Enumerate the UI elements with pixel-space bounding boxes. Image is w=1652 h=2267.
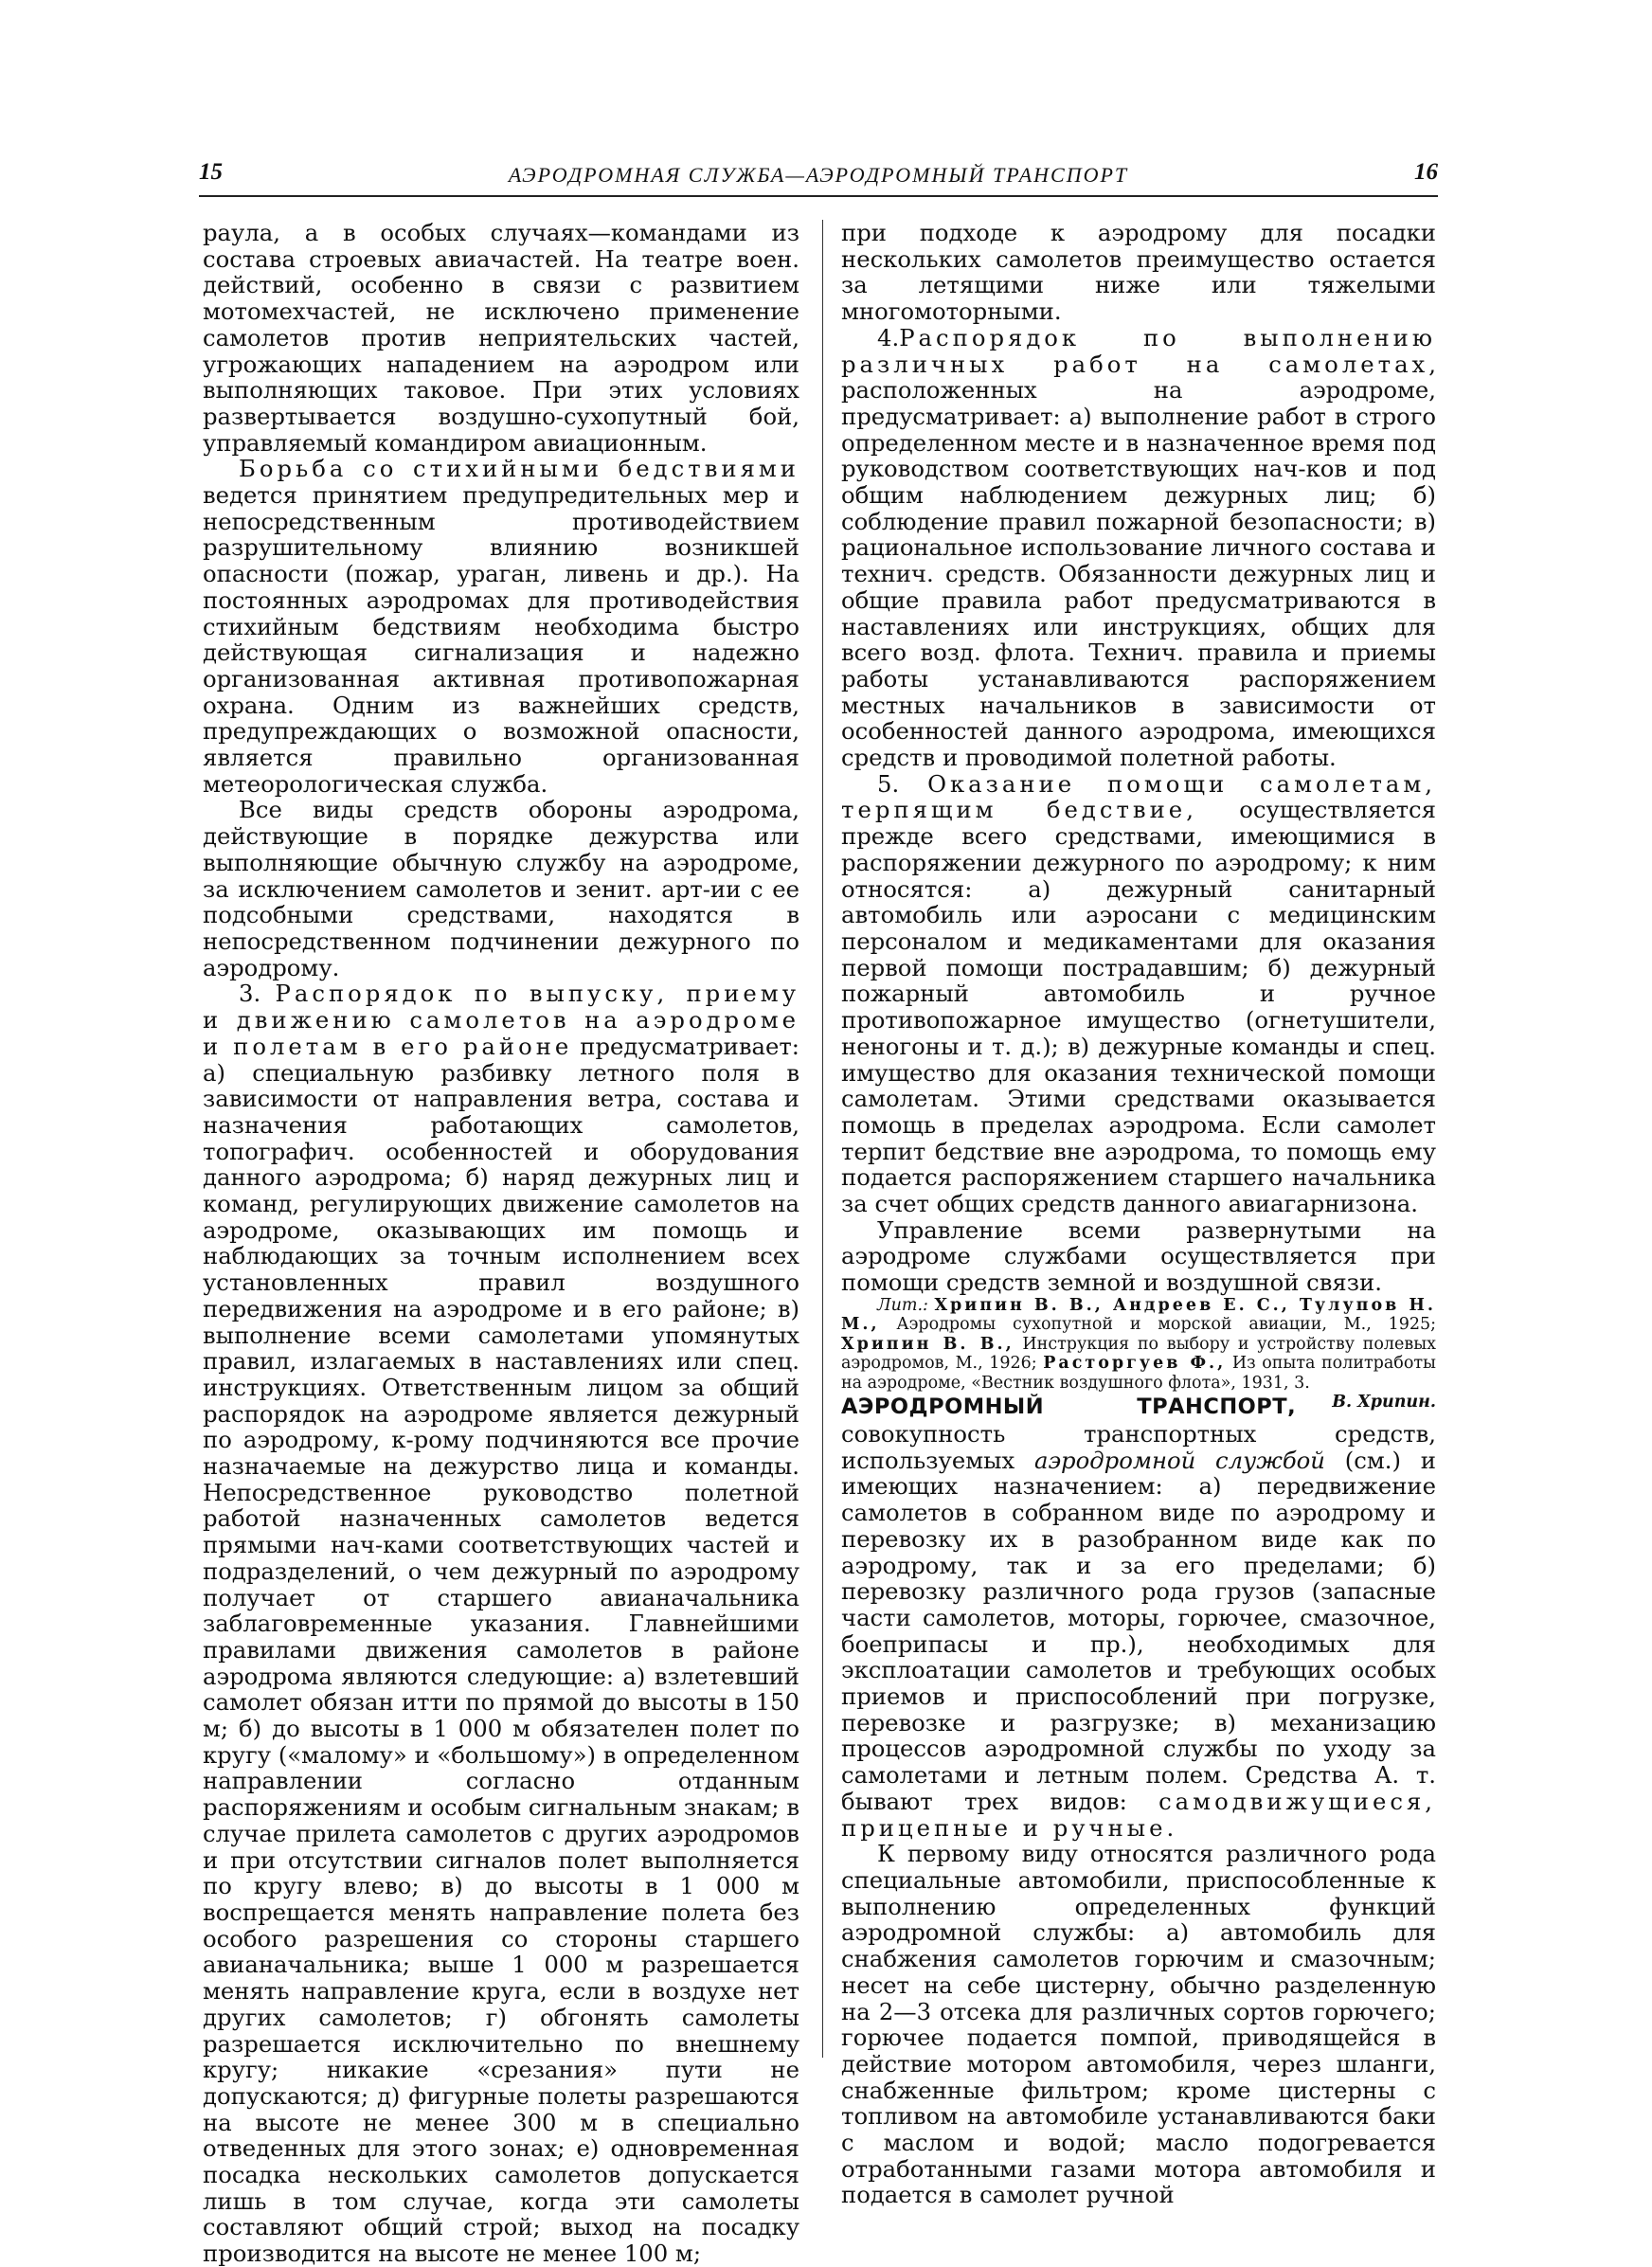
running-title: АЭРОДРОМНАЯ СЛУЖБА—АЭРОДРОМНЫЙ ТРАНСПОРТ	[508, 163, 1129, 187]
left-paragraph-4: 3. Распорядок по выпуску, приему и движению самолетов на аэродроме и полетам в его районе предусматривает: а) специальную разбивку летного поля в зависимости от направления ветра, состава и назначения работающих самолетов, топографич. особенностей и оборудования данного аэродрома; б) наряд дежурных лиц и команд, регулирующих движение самолетов на аэродроме, оказывающих им помощь и наблюдающих за точным исполнением всех установленных правил воздушного передвижения на аэродроме и в его районе; в) выполнение всеми самолетами упомянутых правил, излагаемых в наставлениях или спец. инструкциях. Ответственным лицом за общий распорядок на аэродроме является дежурный по аэродрому, к-рому подчиняются все прочие назначаемые на дежурство лица и команды. Непосредственное руководство полетной работой назначенных самолетов ведется прямыми нач-ками соответствующих частей и подразделений, о чем дежурный по аэродрому получает от старшего авианачальника заблаговременные указания. Главнейшими правилами движения самолетов в районе аэродрома являются следующие: а) взлетевший самолет обязан итти по прямой до высоты в 150 м; б) до высоты в 1 000 м обязателен полет по кругу («малому» и «большому») в определенном направлении согласно отданным распоряжениям и особым сигнальным знакам; в случае прилета самолетов с других аэродромов и при отсутствии сигналов полет выполняется по кругу влево; в) до высоты в 1 000 м воспрещается менять направление полета без особого разрешения со стороны старшего авианачальника; выше 1 000 м разрешается менять направление круга, если в воздухе нет других самолетов; г) обгонять самолеты разрешается исключительно по внешнему кругу; никакие «срезания» пути не допускаются; д) фигурные полеты разрешаются на высоте не менее 300 м в специально отведенных для этого зонах; е) одновременная посадка нескольких самолетов допускается лишь в том случае, когда эти самолеты составляют общий строй; выход на посадку производится на высоте не менее 100 м;	[203, 980, 799, 2267]
right-paragraph-3: 5. Оказание помощи самолетам, терпящим бедствие, осуществляется прежде всего средствами, имеющимися в распоряжении дежурного по аэродрому; к ним относятся: а) дежурный санитарный автомобиль или аэросани с медицинским персоналом и медикаментами для оказания первой помощи пострадавшим; б) дежурный пожарный автомобиль и ручное противопожарное имущество (огнетушители, неногоны и т. д.); в) дежурные команды и спец. имущество для оказания технической помощи самолетам. Этими средствами оказывается помощь в пределах аэродрома. Если самолет терпит бедствие вне аэродрома, то помощь ему подается распоряжением старшего начальника за счет общих средств данного авиагарнизона.	[841, 769, 1436, 1218]
entry-aerodrome-transport: АЭРОДРОМНЫЙ ТРАНСПОРТ, совокупность транспортных средств, используемых аэродромной службой (см.) и имеющих назначением: а) передвижение самолетов в собранном виде по аэродрому и перевозку их в разобранном виде как по аэродрому, так и за его пределами; б) перевозку различного рода грузов (запасные части самолетов, моторы, горючее, смазочное, боеприпасы и пр.), необходимых для эксплоатации самолетов и требующих особых приемов и приспособлений при погрузке, перевозке и разгрузке; в) механизацию процессов аэродромной службы по уходу за самолетами и летным полем. Средства А. т. бывают трех видов: самодвижущиеся, прицепные и ручные.	[841, 1394, 1436, 1842]
right-paragraph-2: 4.Распорядок по выполнению различных работ на самолетах, расположенных на аэродроме, предусматривает: а) выполнение работ в строго определенном месте и в назначенное время под руководством соответствующих нач-ков и под общим наблюдением дежурных лиц; б) соблюдение правил пожарной безопасности; в) рациональное использование личного состава и технич. средств. Обязанности дежурных лиц и общие правила работ предусматриваются в наставлениях или инструкциях, общих для всего возд. флота. Технич. правила и приемы работы устанавливаются распоряжением местных начальников в зависимости от особенностей данного аэродрома, имеющихся средств и проводимой полетной работы.	[841, 323, 1436, 772]
article-signature: В. Хрипин.	[1332, 1393, 1436, 1412]
section-lead-storms: Борьба со стихийными бедствиями	[239, 455, 799, 483]
left-paragraph-1: раула, а в особых случаях—командами из состава строевых авиачастей. На театре воен. действий, особенно в связи с развитием мотомехчастей, не исключено применение самолетов против неприятельских частей, угрожающих нападением на аэродром или выполняющих таковое. При этих условиях развертывается воздушно-сухопутный бой, управляемый командиром авиационным.	[203, 219, 799, 457]
section-lead-help: Оказание помощи самолетам, терпящим бедствие	[841, 769, 1436, 824]
right-column	[841, 220, 1436, 2208]
page-number-left: 15	[199, 159, 223, 185]
section-lead-works: Распорядок по выполнению различных работ на самолетах	[841, 323, 1436, 378]
literature-references: Лит.: Хрипин В. В., Андреев Е. С., Тулупов Н. М., Аэродромы сухопутной и морской авиации, М., 1925; Хрипин В. В., Инструкция по выбору и устройству полевых аэродромов, М., 1926; Расторгуев Ф., Из опыта политработы на аэродроме, «Вестник воздушного флота», 1931, 3. В. Хрипин.	[841, 1295, 1437, 1412]
running-header	[199, 159, 1438, 191]
cross-reference: аэродромной службой	[1033, 1446, 1325, 1474]
left-column	[203, 220, 799, 2267]
section-lead-order: Распорядок по выпуску, приему и движению самолетов на аэродроме и полетам в его районе	[203, 980, 799, 1060]
right-paragraph-4: Управление всеми развернутыми на аэродроме службами осуществляется при помощи средств земной и воздушной связи.	[841, 1215, 1436, 1297]
right-paragraph-1: при подходе к аэродрому для посадки нескольких самолетов преимущество остается за летящими ниже или тяжелыми многомоторными.	[841, 219, 1436, 326]
column-divider	[822, 220, 823, 2058]
header-rule	[199, 195, 1438, 197]
right-paragraph-6: К первому виду относятся различного рода специальные автомобили, приспособленные к выполнению определенных функций аэродромной службы: а) автомобиль для снабжения самолетов горючим и смазочным; несет на себе цистерну, обычно разделенную на 2—3 отсека для различных сортов горючего; горючее подается помпой, приводящейся в действие мотором автомобиля, через шланги, снабженные фильтром; кроме цистерны с топливом на автомобиле устанавливаются баки с маслом и водой; масло подогревается отработанными газами мотора автомобиля и подается в самолет ручной	[841, 1840, 1436, 2209]
page-number-right: 16	[1414, 159, 1438, 185]
left-paragraph-2: Борьба со стихийными бедствиями ведется принятием предупредительных мер и непосредственным противодействием разрушительному влиянию возникшей опасности (пожар, ураган, ливень и др.). На постоянных аэродромах для противодействия стихийным бедствиям необходима быстро действующая сигнализация и надежно организованная активная противопожарная охрана. Одним из важнейших средств, предупреждающих о возможной опасности, является правильно организованная метеорологическая служба.	[203, 455, 799, 798]
left-paragraph-3: Все виды средств обороны аэродрома, действующие в порядке дежурства или выполняющие обычную службу на аэродроме, за исключением самолетов и зенит. арт-ии с ее подсобными средствами, находятся в непосредственном подчинении дежурного по аэродрому.	[203, 796, 799, 981]
entry-headword: АЭРОДРОМНЫЙ ТРАНСПОРТ,	[841, 1394, 1297, 1420]
